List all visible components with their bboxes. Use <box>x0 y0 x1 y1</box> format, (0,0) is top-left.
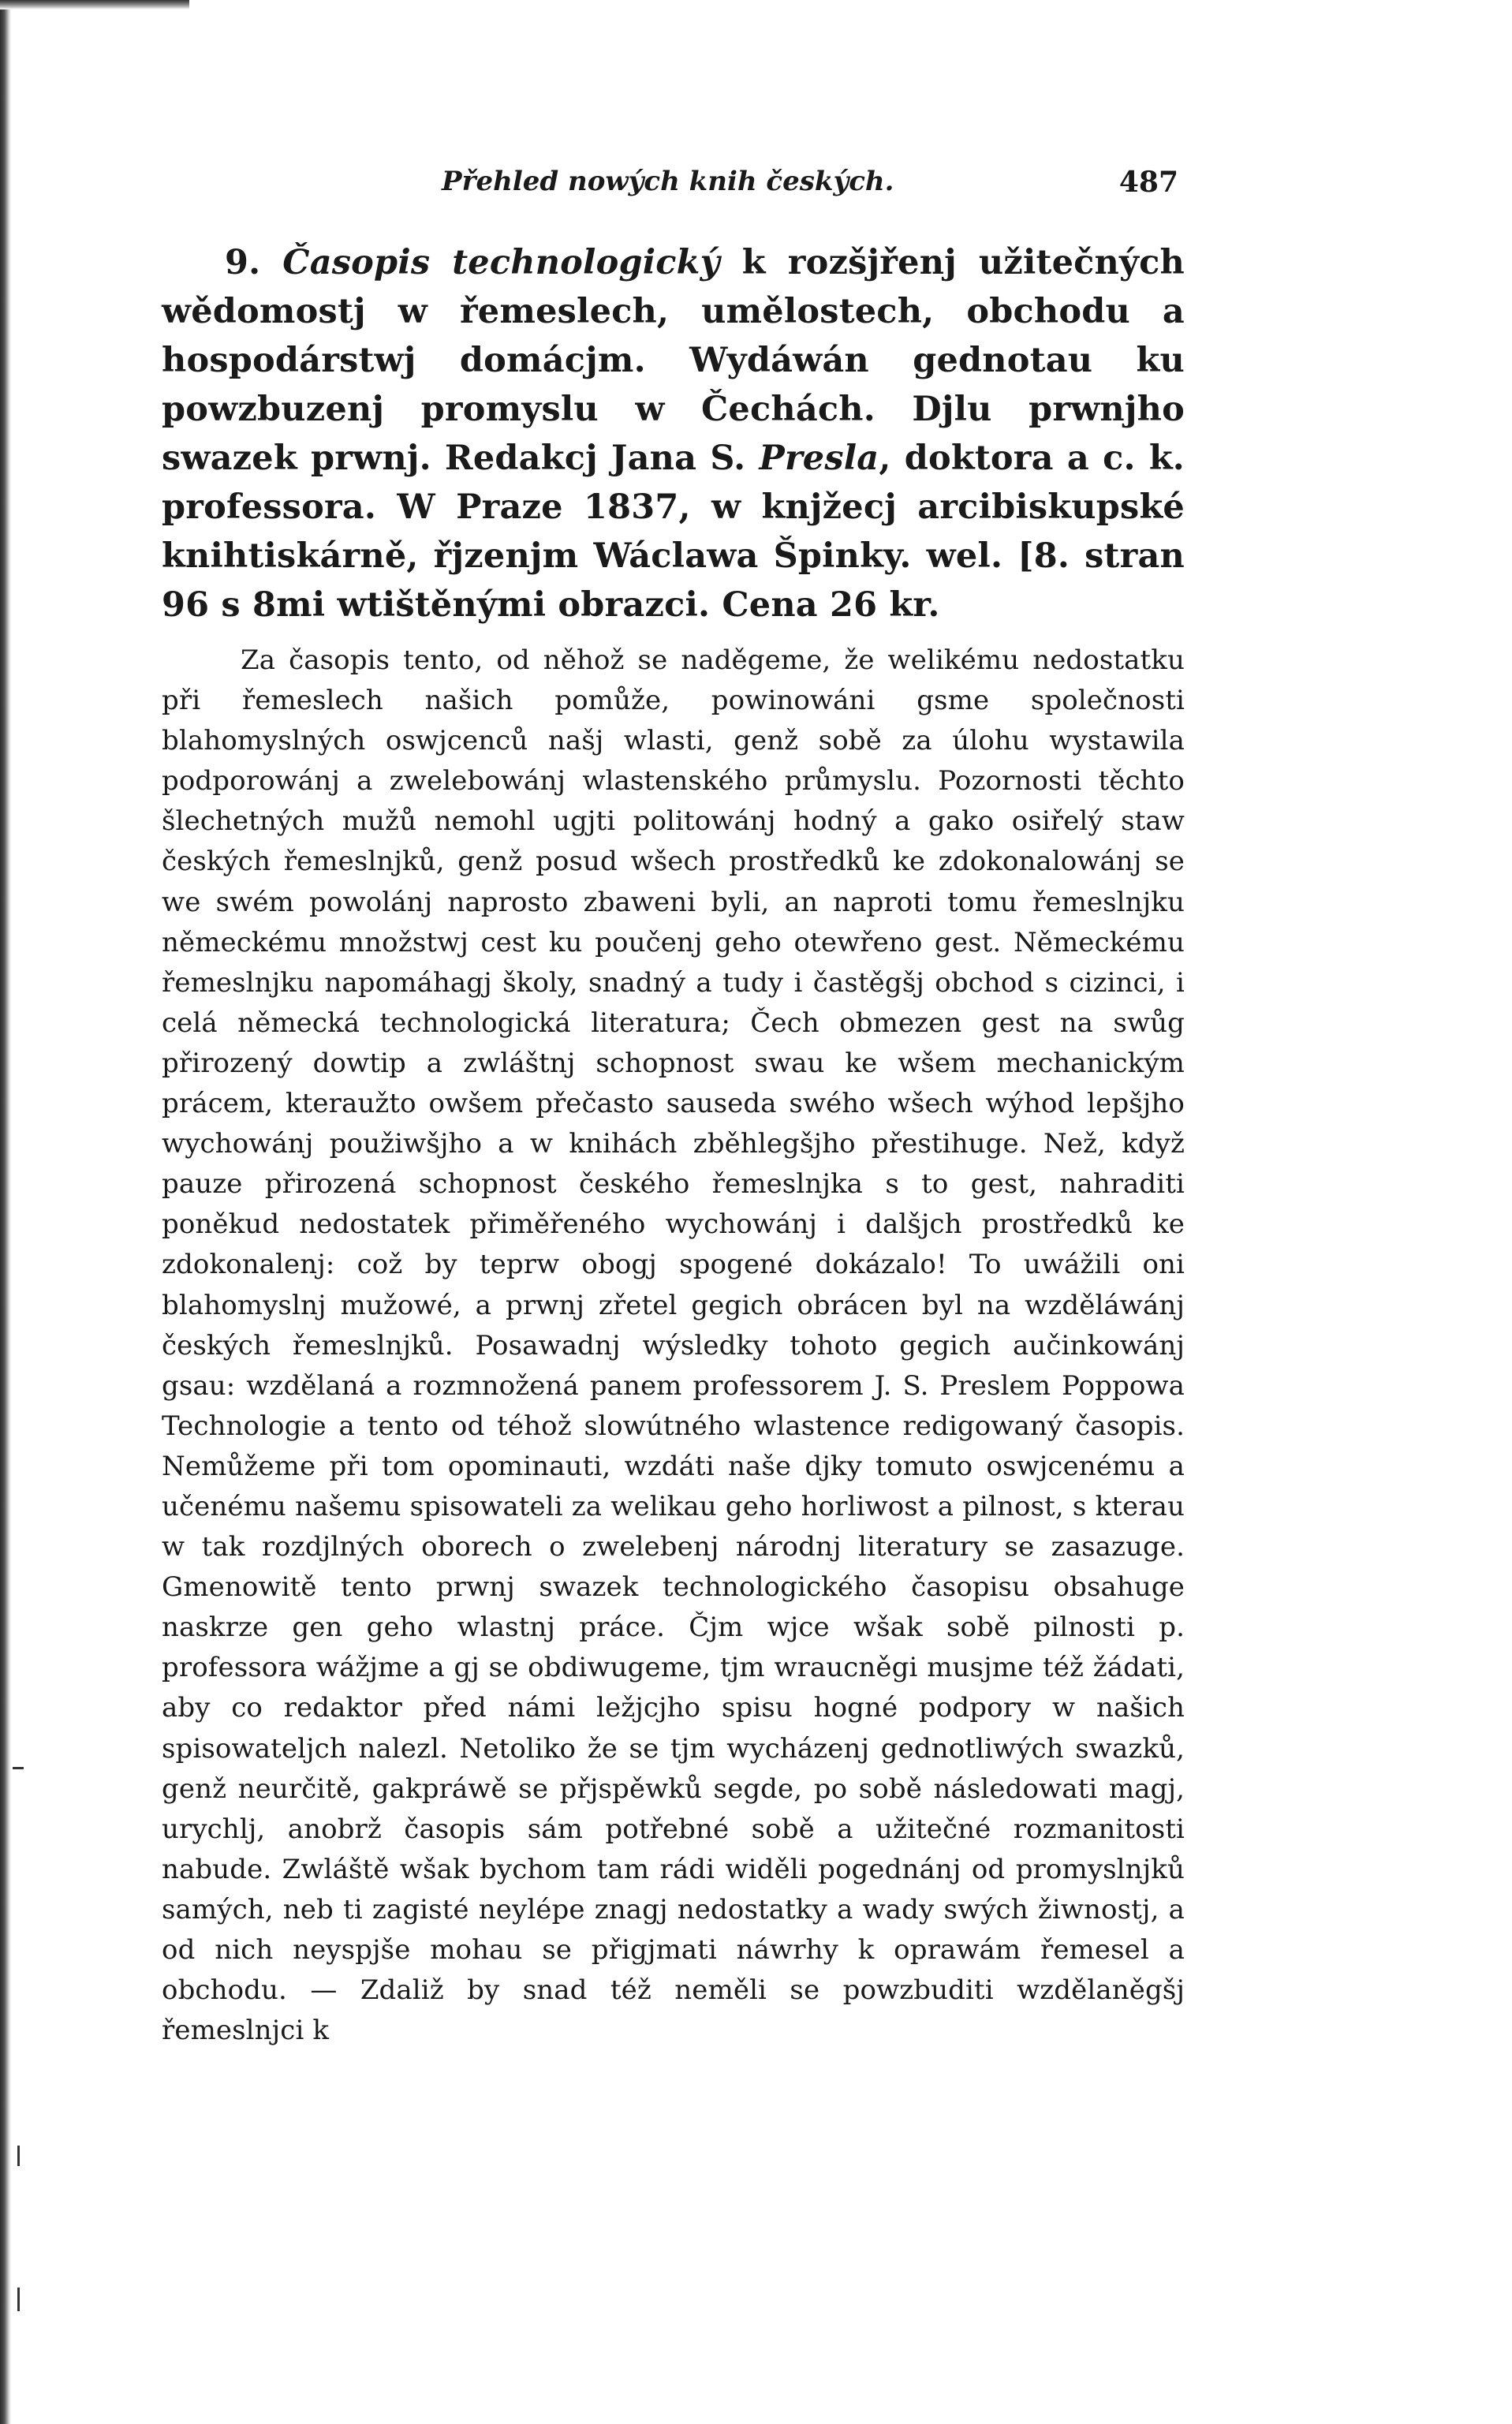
page-number: 487 <box>1118 166 1178 199</box>
scan-edge-left <box>0 0 11 2424</box>
running-head <box>162 158 1185 205</box>
entry-number: 9. <box>225 243 261 282</box>
review-text <box>162 641 1185 2051</box>
scan-edge-top <box>0 0 189 9</box>
margin-mark <box>17 2146 20 2166</box>
margin-mark <box>17 2288 20 2311</box>
entry-title: Časopis technologický <box>282 243 720 282</box>
entry-editor: Presla <box>759 439 879 478</box>
running-title: Přehled nowých knih českých. <box>442 166 894 197</box>
book-page <box>162 158 1185 2051</box>
entry-text-1: k rozšjřenj užitečných wědomostj w řemeslech, umělostech, obchodu a hospodárstwj domácjm. Wydáwán gednotau ku powzbuzenj promyslu w Čechách. Djlu prwnjho swazek prwnj. Redakcj Jana S. <box>162 243 1185 478</box>
review-paragraph: Za časopis tento, od něhož se naděgeme, že welikému nedostatku při řemeslech našich pomůže, powinowáni gsme společnosti blahomyslných oswjcenců našj wlasti, genž sobě za úlohu wystawila podporowánj a zwelebowánj wlastenského průmyslu. Pozornosti těchto šlechetných mužů nemohl ugjti politowánj hodný a gako osiřelý staw českých řemeslnjků, genž posud wšech prostředků ke zdokonalowánj se we swém powolánj naprosto zbaweni byli, an naproti tomu řemeslnjku německému množstwj cest ku poučenj geho otewřeno gest. Německému řemeslnjku napomáhagj školy, snadný a tudy i častěgšj obchod s cizinci, i celá německá technologická literatura; Čech obmezen gest na swůg přirozený dowtip a zwláštnj schopnost swau ke wšem mechanickým prácem, kteraužto owšem přečasto sauseda swého wšech wýhod lepšjho wychowánj použiwšjho a w knihách zběhlegšjho přestihuge. Než, když pauze přirozená schopnost českého řemeslnjka s to gest, nahraditi poněkud nedostatek přiměřeného wychowánj i dalšjch prostředků ke zdokonalenj: což by teprw obogj spogené dokázalo! To uwážili oni blahomyslnj mužowé, a prwnj zřetel gegich obrácen byl na wzděláwánj českých řemeslnjků. Posawadnj wýsledky tohoto gegich aučinkowánj gsau: wzdělaná a rozmnožená panem professorem J. S. Preslem Poppowa Technologie a tento od téhož slowútného wlastence redigowaný časopis. Nemůžeme při tom opominauti, wzdáti naše djky tomuto oswjcenému a učenému našemu spisowateli za welikau geho horliwost a pilnost, s kterau w tak rozdjlných oborech o zwelebenj národnj literatury se zasazuge. Gmenowitě tento prwnj swazek technologického časopisu obsahuge naskrze gen geho wlastnj práce. Čjm wjce wšak sobě pilnosti p. professora wážjme a gj se obdiwugeme, tjm wraucněgi musjme též žádati, aby co redaktor před námi ležjcjho spisu hogné podpory w našich spisowateljch nalezl. Netoliko že se tjm wycházenj gednotliwých swazků, genž neurčitě, gakpráwě se přjspěwků segde, po sobě následowati magj, urychlj, anobrž časopis sám potřebné sobě a užitečné rozmanitosti nabude. Zwláště wšak bychom tam rádi widěli pogednánj od promyslnjků samých, neb ti zagisté neylépe znagj nedostatky a wady swých žiwnostj, a od nich neyspjše mohau se přigjmati náwrhy k oprawám řemesel a obchodu. — Zdaliž by snad též neměli se powzbuditi wzdělaněgšj řemeslnjci k <box>162 644 1185 2047</box>
entry-text-2: , doktora a c. k. professora. W Praze 1837, w knjžecj arcibiskupské knihtiskárně, řjzenjm Wáclawa Špinky. wel. [8. stran 96 s 8mi wtištěnými obrazci. Cena 26 kr. <box>162 439 1185 625</box>
margin-mark <box>13 1767 24 1769</box>
book-entry <box>162 238 1185 629</box>
